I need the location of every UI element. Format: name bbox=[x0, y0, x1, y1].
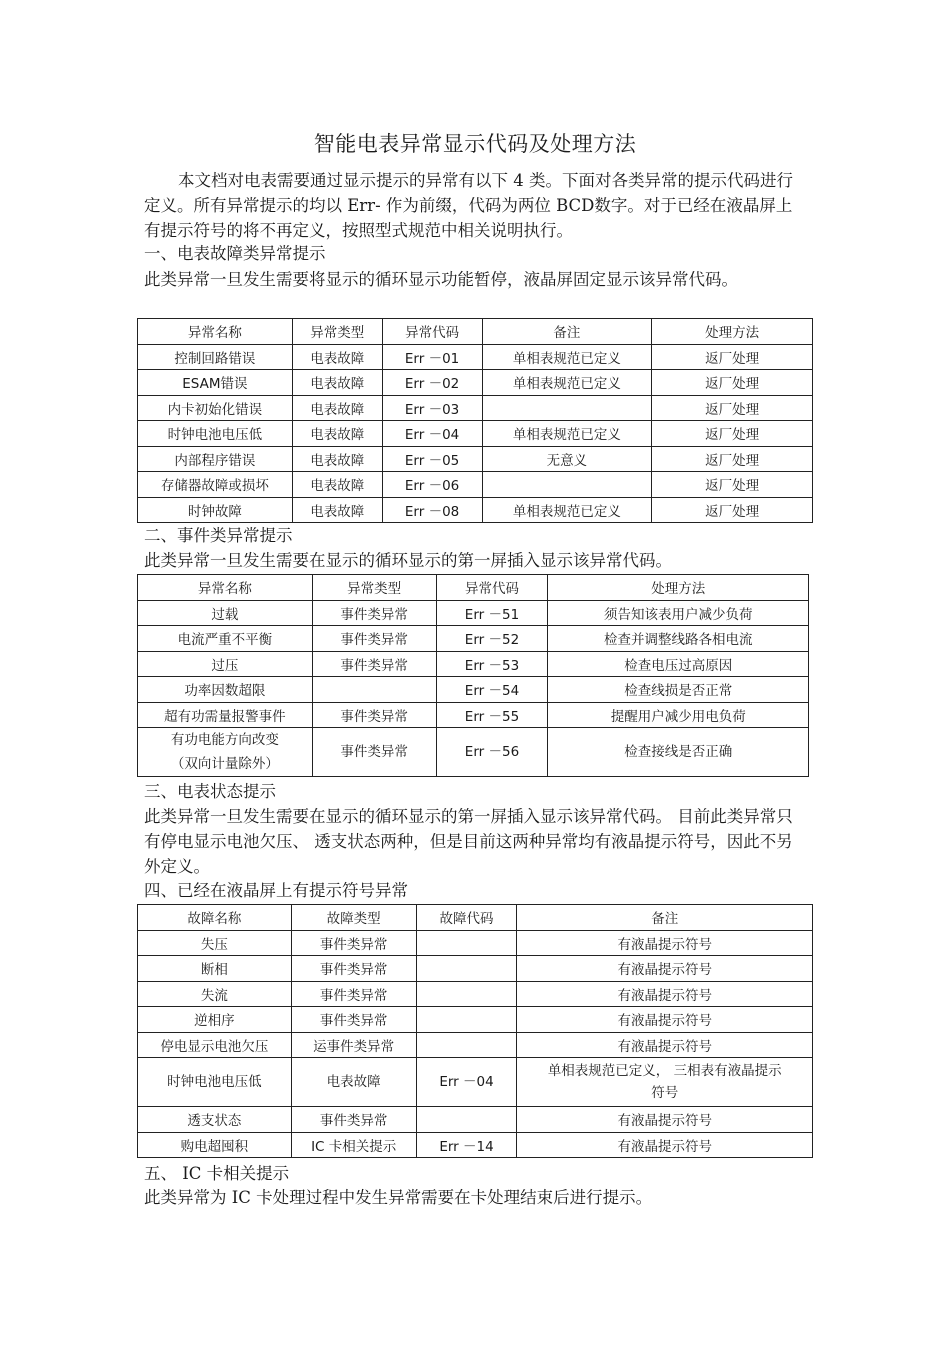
table-row bbox=[138, 651, 809, 677]
table-cell: 单相表规范已定义 bbox=[482, 344, 652, 370]
column-header: 异常类型 bbox=[292, 319, 382, 345]
table-cell: 返厂处理 bbox=[652, 421, 813, 447]
table-cell: 电表故障 bbox=[292, 370, 382, 396]
table-row bbox=[138, 395, 813, 421]
table-cell: 单相表规范已定义 bbox=[482, 497, 652, 523]
table-header-row bbox=[138, 319, 813, 345]
table-cell: 过压 bbox=[138, 651, 313, 677]
table-row bbox=[138, 370, 813, 396]
event-code-table bbox=[137, 574, 809, 777]
lcd-symbol-table bbox=[137, 904, 813, 1158]
table-cell: Err －53 bbox=[436, 651, 548, 677]
cell-line: 有功电能方向改变 bbox=[170, 732, 279, 748]
table-cell: 事件类异常 bbox=[291, 1107, 416, 1133]
table-cell: 须告知该表用户减少负荷 bbox=[548, 600, 809, 626]
table-cell: 停电显示电池欠压 bbox=[138, 1032, 292, 1058]
table-cell: 单相表规范已定义 bbox=[482, 370, 652, 396]
table-cell: 返厂处理 bbox=[652, 472, 813, 498]
table-cell: 电流严重不平衡 bbox=[138, 626, 313, 652]
column-header: 处理方法 bbox=[548, 575, 809, 601]
section1-description: 此类异常一旦发生需要将显示的循环显示功能暂停，液晶屏固定显示该异常代码。 bbox=[144, 270, 738, 289]
table-cell: 事件类异常 bbox=[312, 626, 436, 652]
table-cell: 有液晶提示符号 bbox=[517, 1032, 813, 1058]
column-header: 异常名称 bbox=[138, 575, 313, 601]
cell-line: 单相表规范已定义， 三相表有液晶提示 bbox=[547, 1063, 782, 1079]
column-header: 故障名称 bbox=[138, 905, 292, 931]
table-cell: 事件类异常 bbox=[291, 930, 416, 956]
table-row bbox=[138, 446, 813, 472]
table-cell bbox=[416, 930, 517, 956]
table-cell bbox=[482, 395, 652, 421]
table-cell: 提醒用户减少用电负荷 bbox=[548, 702, 809, 728]
table-cell: 电表故障 bbox=[292, 472, 382, 498]
table-cell: 有液晶提示符号 bbox=[517, 1132, 813, 1158]
table-header-row bbox=[138, 575, 809, 601]
section5-heading: 五、 IC 卡相关提示 bbox=[144, 1164, 290, 1183]
section4-heading: 四、已经在液晶屏上有提示符号异常 bbox=[144, 881, 408, 900]
column-header: 异常代码 bbox=[436, 575, 548, 601]
table-cell: 事件类异常 bbox=[291, 981, 416, 1007]
table-cell: 电表故障 bbox=[292, 395, 382, 421]
table-cell: Err －04 bbox=[416, 1058, 517, 1107]
table-cell bbox=[138, 728, 313, 777]
table-cell: 电表故障 bbox=[291, 1058, 416, 1107]
table-cell bbox=[416, 981, 517, 1007]
table-cell: Err －05 bbox=[382, 446, 482, 472]
table-row bbox=[138, 1132, 813, 1158]
table-row bbox=[138, 1007, 813, 1033]
table-cell: 内部程序错误 bbox=[138, 446, 293, 472]
table-row bbox=[138, 728, 809, 777]
table-cell: ESAM错误 bbox=[138, 370, 293, 396]
table-row bbox=[138, 1107, 813, 1133]
table-cell: Err －51 bbox=[436, 600, 548, 626]
column-header: 备注 bbox=[482, 319, 652, 345]
intro-paragraph: 本文档对电表需要通过显示提示的异常有以下 4 类。下面对各类异常的提示代码进行定义。所有异常提示的均以 Err- 作为前缀，代码为两位 BCD数字。对于已经在液晶屏上有提示符号的将不再定义，按照型式规范中相关说明执行。 bbox=[144, 171, 793, 240]
table-cell: 返厂处理 bbox=[652, 395, 813, 421]
table-cell: Err －54 bbox=[436, 677, 548, 703]
table-row bbox=[138, 600, 809, 626]
table-cell: 内卡初始化错误 bbox=[138, 395, 293, 421]
table-cell: 超有功需量报警事件 bbox=[138, 702, 313, 728]
table-cell: 存储器故障或损坏 bbox=[138, 472, 293, 498]
column-header: 异常代码 bbox=[382, 319, 482, 345]
table-cell: 电表故障 bbox=[292, 446, 382, 472]
table-cell: 事件类异常 bbox=[312, 728, 436, 777]
table-cell: 功率因数超限 bbox=[138, 677, 313, 703]
column-header: 备注 bbox=[517, 905, 813, 931]
table-cell: 运事件类异常 bbox=[291, 1032, 416, 1058]
table-cell bbox=[482, 472, 652, 498]
table-cell: 失压 bbox=[138, 930, 292, 956]
table-cell bbox=[416, 1007, 517, 1033]
table-cell: 电表故障 bbox=[292, 497, 382, 523]
table-header-row bbox=[138, 905, 813, 931]
table-cell: 检查电压过高原因 bbox=[548, 651, 809, 677]
table-cell: 断相 bbox=[138, 956, 292, 982]
table-cell bbox=[416, 956, 517, 982]
table-cell: 事件类异常 bbox=[312, 651, 436, 677]
section3-heading: 三、电表状态提示 bbox=[144, 782, 276, 801]
section3-description: 此类异常一旦发生需要在显示的循环显示的第一屏插入显示该异常代码。 目前此类异常只有停电显示电池欠压、 透支状态两种，但是目前这两种异常均有液晶提示符号，因此不另外定义。 bbox=[144, 807, 793, 876]
section5-description: 此类异常为 IC 卡处理过程中发生异常需要在卡处理结束后进行提示。 bbox=[144, 1188, 653, 1207]
column-header: 处理方法 bbox=[652, 319, 813, 345]
table-cell: 返厂处理 bbox=[652, 344, 813, 370]
table-cell: Err －56 bbox=[436, 728, 548, 777]
table-cell: 检查接线是否正确 bbox=[548, 728, 809, 777]
table-row bbox=[138, 626, 809, 652]
table-cell: Err －08 bbox=[382, 497, 482, 523]
table-cell: 事件类异常 bbox=[312, 600, 436, 626]
table-cell: 时钟故障 bbox=[138, 497, 293, 523]
table-cell: 事件类异常 bbox=[312, 702, 436, 728]
table-cell bbox=[312, 677, 436, 703]
table-row bbox=[138, 956, 813, 982]
table-cell: 过载 bbox=[138, 600, 313, 626]
table-cell bbox=[416, 1032, 517, 1058]
table-cell: 电表故障 bbox=[292, 344, 382, 370]
table-cell: Err －52 bbox=[436, 626, 548, 652]
table-cell: Err －01 bbox=[382, 344, 482, 370]
table-cell: Err －04 bbox=[382, 421, 482, 447]
table-row bbox=[138, 472, 813, 498]
table-cell: 时钟电池电压低 bbox=[138, 1058, 292, 1107]
column-header: 异常类型 bbox=[312, 575, 436, 601]
table-cell: Err －03 bbox=[382, 395, 482, 421]
table-cell: Err －55 bbox=[436, 702, 548, 728]
table-row bbox=[138, 1032, 813, 1058]
table-cell: 返厂处理 bbox=[652, 446, 813, 472]
table-cell: 有液晶提示符号 bbox=[517, 981, 813, 1007]
table-cell: 失流 bbox=[138, 981, 292, 1007]
table-cell: 电表故障 bbox=[292, 421, 382, 447]
table-cell: Err －02 bbox=[382, 370, 482, 396]
table-row bbox=[138, 421, 813, 447]
table-cell: 购电超囤积 bbox=[138, 1132, 292, 1158]
table-row bbox=[138, 1058, 813, 1107]
table-row bbox=[138, 702, 809, 728]
table-row bbox=[138, 344, 813, 370]
table-cell: 无意义 bbox=[482, 446, 652, 472]
table-cell: 返厂处理 bbox=[652, 497, 813, 523]
table-cell: 检查线损是否正常 bbox=[548, 677, 809, 703]
table-cell bbox=[517, 1058, 813, 1107]
cell-line: 符号 bbox=[651, 1085, 679, 1101]
section2-heading: 二、事件类异常提示 bbox=[144, 526, 293, 545]
table-cell: IC 卡相关提示 bbox=[291, 1132, 416, 1158]
cell-line: （双向计量除外） bbox=[170, 756, 279, 772]
column-header: 故障代码 bbox=[416, 905, 517, 931]
table-row bbox=[138, 981, 813, 1007]
table-cell bbox=[416, 1107, 517, 1133]
column-header: 异常名称 bbox=[138, 319, 293, 345]
column-header: 故障类型 bbox=[291, 905, 416, 931]
table-cell: Err －06 bbox=[382, 472, 482, 498]
table-cell: 控制回路错误 bbox=[138, 344, 293, 370]
table-cell: 事件类异常 bbox=[291, 956, 416, 982]
document-title: 智能电表异常显示代码及处理方法 bbox=[313, 132, 637, 156]
table-cell: 有液晶提示符号 bbox=[517, 1007, 813, 1033]
section1-heading: 一、电表故障类异常提示 bbox=[144, 244, 326, 263]
table-row bbox=[138, 930, 813, 956]
table-row bbox=[138, 497, 813, 523]
table-cell: 检查并调整线路各相电流 bbox=[548, 626, 809, 652]
table-cell: Err －14 bbox=[416, 1132, 517, 1158]
table-cell: 时钟电池电压低 bbox=[138, 421, 293, 447]
table-cell: 有液晶提示符号 bbox=[517, 930, 813, 956]
table-cell: 有液晶提示符号 bbox=[517, 1107, 813, 1133]
table-cell: 单相表规范已定义 bbox=[482, 421, 652, 447]
table-cell: 事件类异常 bbox=[291, 1007, 416, 1033]
section2-description: 此类异常一旦发生需要在显示的循环显示的第一屏插入显示该异常代码。 bbox=[144, 551, 672, 570]
table-cell: 透支状态 bbox=[138, 1107, 292, 1133]
table-cell: 返厂处理 bbox=[652, 370, 813, 396]
table-cell: 逆相序 bbox=[138, 1007, 292, 1033]
fault-code-table bbox=[137, 318, 813, 523]
table-cell: 有液晶提示符号 bbox=[517, 956, 813, 982]
table-row bbox=[138, 677, 809, 703]
